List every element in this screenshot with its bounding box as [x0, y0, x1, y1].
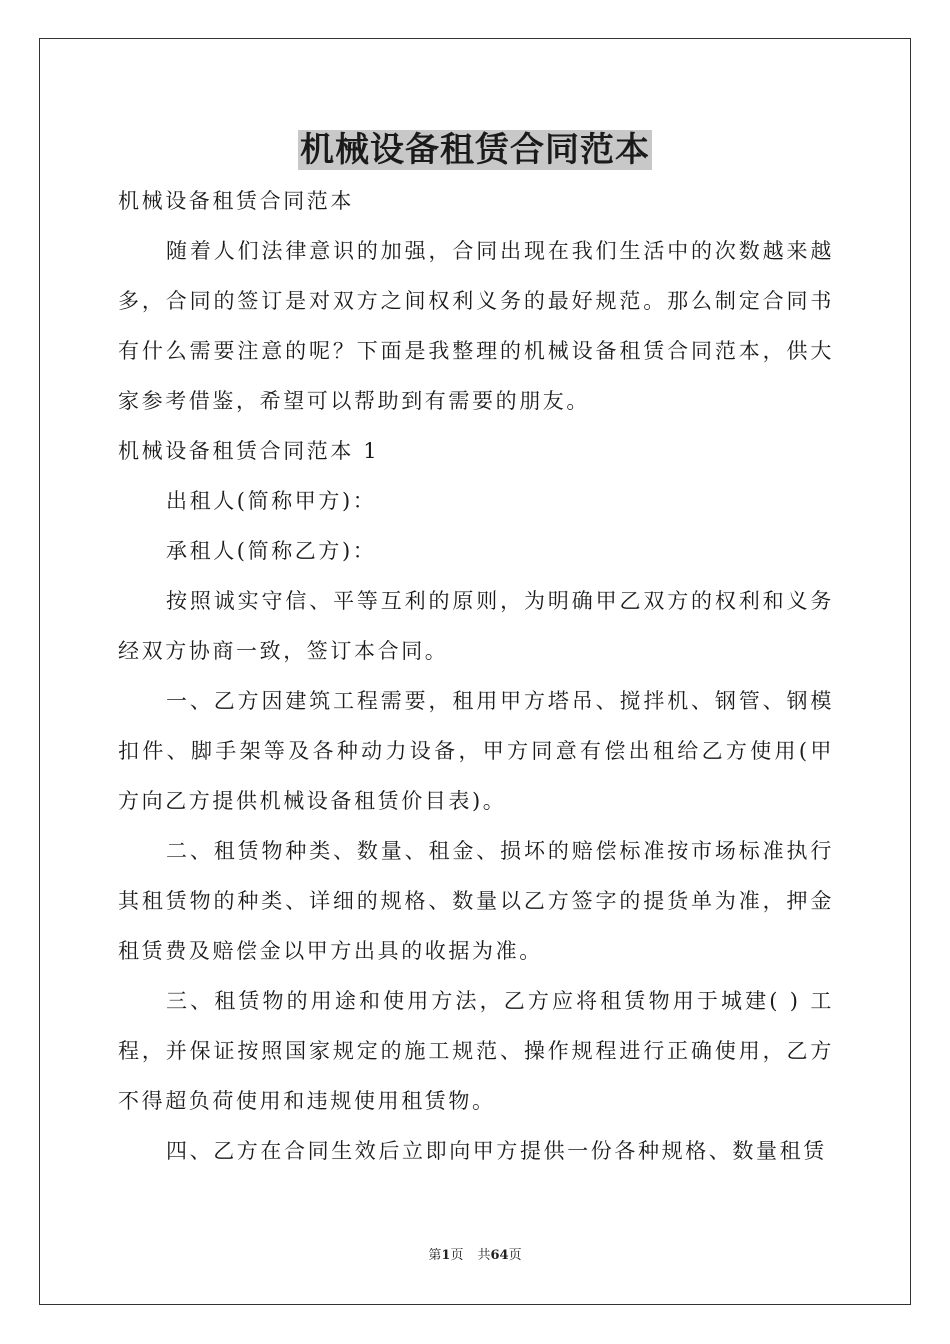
page-footer — [0, 1246, 950, 1266]
principle-paragraph: 按照诚实守信、平等互利的原则，为明确甲乙双方的权利和义务经双方协商一致，签订本合同。 — [118, 589, 834, 663]
total-pages: 64 — [490, 1248, 509, 1263]
lessee-line: 承租人(简称乙方)： — [166, 539, 377, 563]
document-body — [118, 176, 834, 1176]
subtitle-paragraph: 机械设备租赁合同范本 — [118, 189, 354, 213]
section-heading: 机械设备租赁合同范本 1 — [118, 439, 380, 463]
intro-paragraph: 随着人们法律意识的加强，合同出现在我们生活中的次数越来越多，合同的签订是对双方之间权利义务的最好规范。那么制定合同书有什么需要注意的呢？下面是我整理的机械设备租赁合同范本，供大家参考借鉴，希望可以帮助到有需要的朋友。 — [118, 239, 834, 413]
clause-3: 三、租赁物的用途和使用方法，乙方应将租赁物用于城建( ) 工程，并保证按照国家规定的施工规范、操作规程进行正确使用，乙方不得超负荷使用和违规使用租赁物。 — [118, 989, 834, 1113]
clause-4: 四、乙方在合同生效后立即向甲方提供一份各种规格、数量租赁 — [166, 1139, 827, 1163]
page-prefix: 第 — [428, 1248, 442, 1263]
page-suffix: 页 — [450, 1248, 464, 1263]
total-suffix: 页 — [508, 1248, 522, 1263]
clause-2: 二、租赁物种类、数量、租金、损坏的赔偿标准按市场标准执行其租赁物的种类、详细的规格、数量以乙方签字的提货单为准，押金租赁费及赔偿金以甲方出具的收据为准。 — [118, 839, 834, 963]
document-title — [0, 128, 950, 172]
page-number: 1 — [441, 1248, 451, 1263]
total-prefix: 共 — [477, 1248, 491, 1263]
clause-1: 一、乙方因建筑工程需要，租用甲方塔吊、搅拌机、钢管、钢模扣件、脚手架等及各种动力设备，甲方同意有偿出租给乙方使用(甲方向乙方提供机械设备租赁价目表)。 — [118, 689, 834, 813]
document-title-text: 机械设备租赁合同范本 — [300, 130, 650, 170]
lessor-line: 出租人(简称甲方)： — [166, 489, 377, 513]
